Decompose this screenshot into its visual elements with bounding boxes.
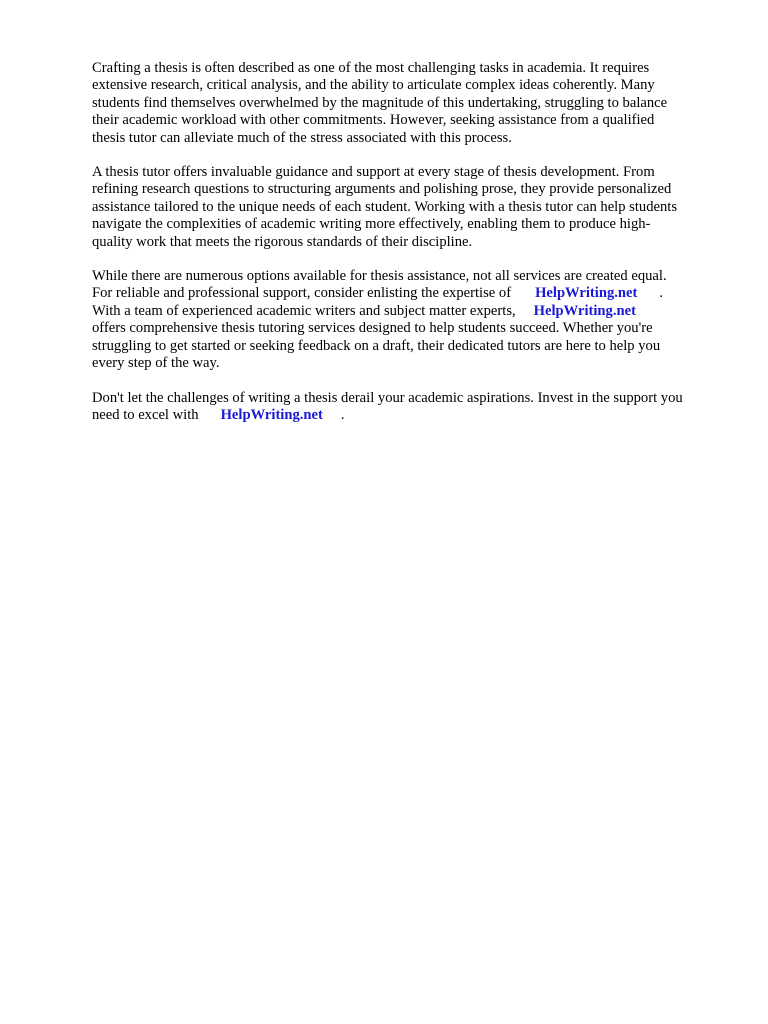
text-segment: With a team of experienced academic writers and subject matter experts, <box>92 302 516 319</box>
text-line: navigate the complexities of academic writing more effectively, enabling them to produce high- <box>92 216 651 233</box>
text-segment: need to excel with <box>92 406 199 423</box>
text-line-with-link <box>92 303 732 320</box>
text-line: every step of the way. <box>92 355 220 372</box>
text-line: Don't let the challenges of writing a thesis derail your academic aspirations. Invest in the support you <box>92 389 683 406</box>
paragraph-service-recommendation <box>92 268 732 372</box>
text-line: While there are numerous options available for thesis assistance, not all services are created equal. <box>92 268 667 285</box>
text-line: Crafting a thesis is often described as one of the most challenging tasks in academia. It requires <box>92 60 650 76</box>
text-line: students find themselves overwhelmed by the magnitude of this undertaking, struggling to balance <box>92 94 668 111</box>
text-line: offers comprehensive thesis tutoring services designed to help students succeed. Whether you're <box>92 320 653 337</box>
text-line-with-link <box>92 285 732 302</box>
helpwriting-link[interactable]: HelpWriting.net <box>220 406 323 423</box>
text-line: A thesis tutor offers invaluable guidance and support at every stage of thesis development. From <box>92 164 655 181</box>
text-line: their academic workload with other commitments. However, seeking assistance from a qualified <box>92 112 655 129</box>
text-line: assistance tailored to the unique needs of each student. Working with a thesis tutor can help students <box>92 198 678 215</box>
text-line: extensive research, critical analysis, and the ability to articulate complex ideas coherently. Many <box>92 77 655 94</box>
paragraph-call-to-action <box>92 390 732 425</box>
text-line-with-link <box>92 407 732 424</box>
text-line: thesis tutor can alleviate much of the stress associated with this process. <box>92 129 512 146</box>
helpwriting-link[interactable]: HelpWriting.net <box>533 302 636 319</box>
text-line: refining research questions to structuring arguments and polishing prose, they provide personalized <box>92 181 672 198</box>
helpwriting-link[interactable]: HelpWriting.net <box>535 285 638 302</box>
paragraph-intro <box>92 60 732 147</box>
text-segment: . <box>659 285 664 302</box>
document-body <box>92 60 732 441</box>
text-line: struggling to get started or seeking feedback on a draft, their dedicated tutors are here to help you <box>92 337 661 354</box>
text-segment: For reliable and professional support, consider enlisting the expertise of <box>92 285 512 302</box>
text-line: quality work that meets the rigorous standards of their discipline. <box>92 233 473 250</box>
paragraph-tutor-benefits <box>92 164 732 251</box>
text-segment: . <box>340 406 345 423</box>
